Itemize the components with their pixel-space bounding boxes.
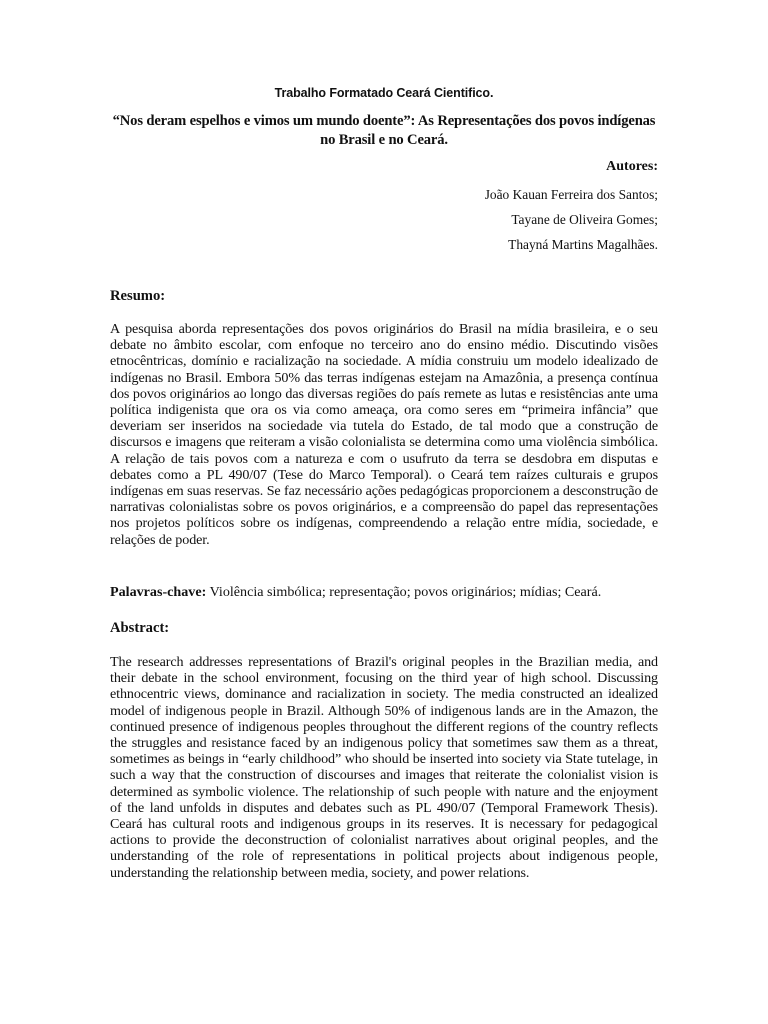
paper-title: “Nos deram espelhos e vimos um mundo doente”: As Representações dos povos indígenas no Brasil e no Ceará. — [112, 113, 656, 148]
document-header-label: Trabalho Formatado Ceará Cientifico. — [274, 86, 494, 100]
abstract-heading: Abstract: — [110, 620, 170, 636]
abstract-paragraph: The research addresses representations of Brazil's original peoples in the Brazilian media, and their debate in the school environment, focusing on the third year of high school. Discussing ethnocentric views, dominance and racialization in society. The media constructed an idealized model of indigenous people in Brazil. Although 50% of indigenous lands are in the Amazon, the continued presence of indigenous peoples throughout the different regions of the country reflects the struggles and resistance faced by an indigenous policy that sometimes saw them as a threat, sometimes as beings in “early childhood” who should be inserted into society via State tutelage, in such a way that the construction of discourses and images that reiterate the colonialist vision is determined as symbolic violence. The relationship of such people with nature and the enjoyment of the land unfolds in disputes and debates such as PL 490/07 (Temporal Framework Thesis). Ceará has cultural roots and indigenous groups in its reserves. It is necessary for pedagogical actions to provide the deconstruction of colonialist narratives about original peoples, and the understanding of the role of representations in political projects about indigenous people, understanding the relationship between media, society, and power relations. — [110, 654, 658, 881]
author-name: Thayná Martins Magalhães. — [508, 237, 658, 252]
resumo-paragraph: A pesquisa aborda representações dos povos originários do Brasil na mídia brasileira, e o seu debate no âmbito escolar, com enfoque no terceiro ano do ensino médio. Discutindo visões etnocêntricas, domínio e racialização na sociedade. A mídia construiu um modelo idealizado de indígenas no Brasil. Embora 50% das terras indígenas estejam na Amazônia, a presença contínua dos povos originários ao longo das diversas regiões do país remete as lutas e resistências ante uma política indigenista que ora os via como ameaça, ora como seres em “primeira infância” que deveriam ser inseridos na sociedade via tutela do Estado, de tal modo que a construção de discursos e imagens que reiteram a visão colonialista se determina como uma violência simbólica. A relação de tais povos com a natureza e com o usufruto da terra se desdobra em disputas e debates como a PL 490/07 (Tese do Marco Temporal). o Ceará tem raízes culturais e grupos indígenas em suas reservas. Se faz necessário ações pedagógicas proporcionem a desconstrução de narrativas colonialistas sobre os povos originários, e a compreensão do papel das representações nos projetos políticos sobre os indígenas, compreendendo a relação entre mídia, sociedade, e relações de poder. — [110, 321, 658, 548]
author-name: Tayane de Oliveira Gomes; — [511, 212, 658, 227]
keywords-text: Violência simbólica; representação; povos originários; mídias; Ceará. — [206, 584, 602, 600]
keywords-line — [110, 584, 670, 600]
author-name: João Kauan Ferreira dos Santos; — [484, 187, 658, 202]
authors-heading: Autores: — [606, 159, 658, 174]
resumo-heading: Resumo: — [110, 288, 166, 304]
keywords-label: Palavras-chave: — [110, 584, 207, 600]
authors-block — [258, 157, 658, 257]
